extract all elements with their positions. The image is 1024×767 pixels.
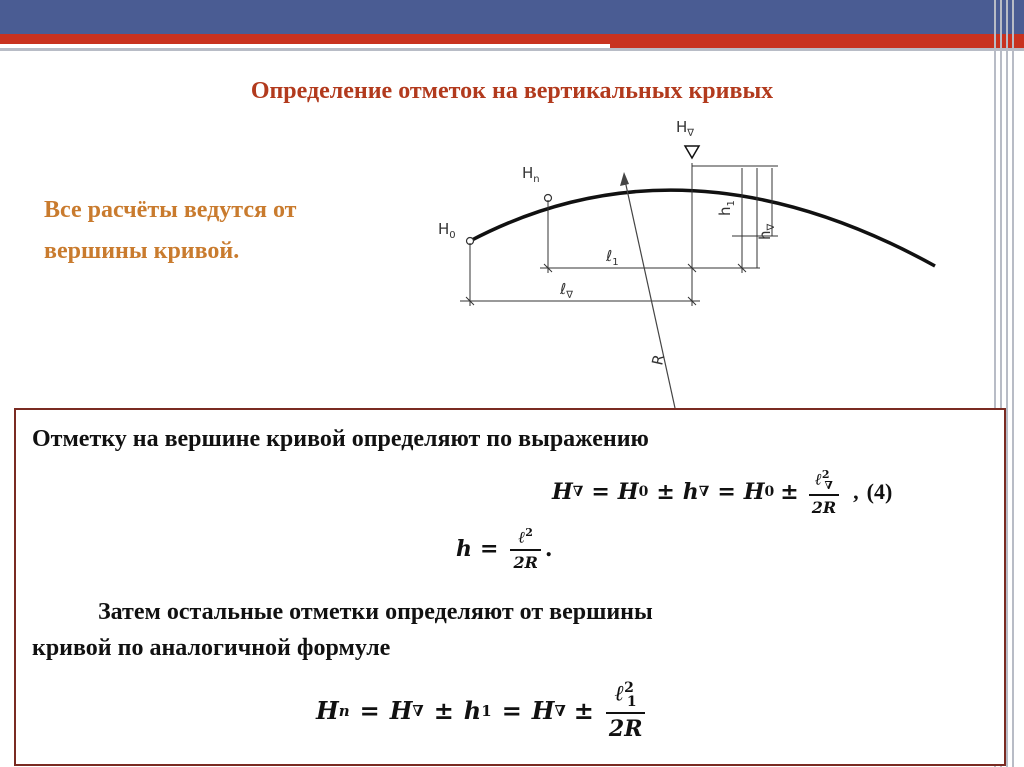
formula-n: H n = H ∇ ± h 1 = H ∇ ± $\frac{\ell^2_1}{2R}$ (316, 680, 649, 742)
header-bar-grey (0, 48, 1024, 51)
slide-title: Определение отметок на вертикальных кривых (250, 78, 774, 104)
side-note: Все расчёты ведутся от вершины кривой. (44, 197, 297, 264)
lead-text: Отметку на вершине кривой определяют по выражению (32, 426, 649, 452)
header-bar-red (0, 34, 1024, 44)
radius-line (624, 176, 675, 408)
label-hv: $H_\nabla$ (676, 118, 694, 139)
formula-h: h = $\frac{\ell^2}{2R}$ . (456, 526, 553, 573)
label-lv: ℓ$_\nabla$ (560, 280, 573, 301)
curve-line (470, 190, 935, 266)
edge-line (1006, 0, 1008, 767)
label-h1: $h_1$ (716, 200, 737, 216)
edge-line (1012, 0, 1014, 767)
content-box (14, 408, 1006, 766)
label-h0: $H_0$ (438, 220, 456, 241)
header-bar-blue (0, 0, 1024, 34)
label-l1: ℓ$_1$ (606, 247, 619, 268)
label-hdv: $h_\nabla$ (756, 223, 777, 240)
paragraph-next (32, 594, 982, 666)
formula-number: (4) (866, 479, 893, 505)
label-r: R (648, 352, 669, 367)
formula-vertex: H ∇ = H 0 ± h ∇ = H 0 ± $\frac{\ell^2_\nabla}{2R}$ , (4) (552, 468, 893, 517)
paragraph-line-1: Затем остальные отметки определяют от вершины (98, 599, 653, 625)
label-hn: $H_n$ (522, 164, 540, 185)
vertical-curve-diagram (410, 108, 970, 413)
vertex-marker (685, 146, 699, 158)
paragraph-line-2: кривой по аналогичной формуле (32, 635, 391, 661)
